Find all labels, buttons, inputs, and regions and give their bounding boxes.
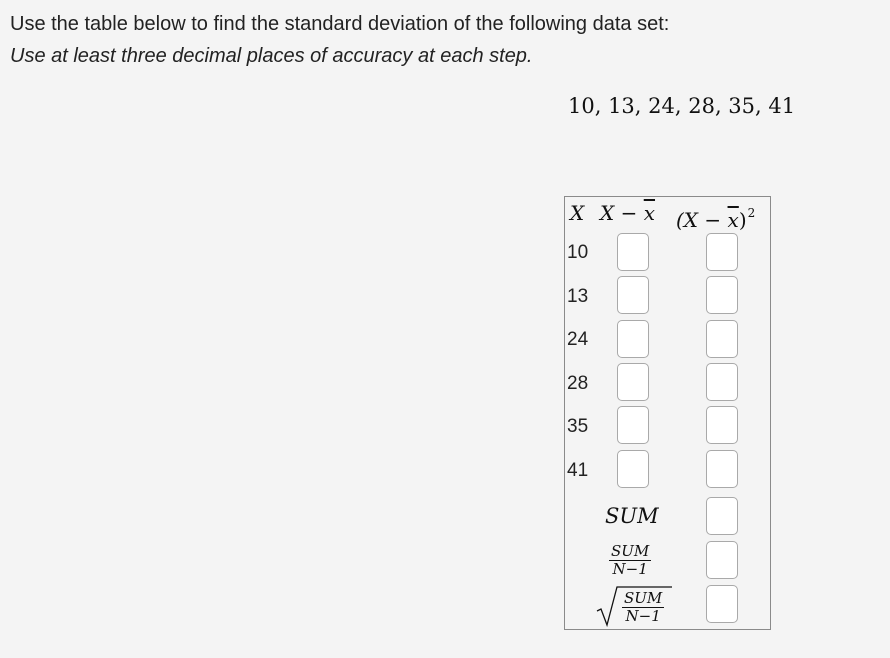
row-5-x: 35 (567, 416, 589, 437)
row-5-squared-input[interactable] (706, 406, 738, 444)
variance-numerator: SUM (611, 542, 650, 560)
sum-input[interactable] (706, 497, 738, 535)
row-1-deviation-input[interactable] (617, 233, 649, 271)
header-sq-open: (X (676, 208, 699, 232)
variance-fraction (609, 543, 651, 578)
header-deviation-minus: − (620, 201, 638, 225)
std-dev-denominator: N−1 (625, 607, 661, 625)
std-dev-table (564, 196, 771, 630)
row-6-deviation-input[interactable] (617, 450, 649, 488)
std-dev-input[interactable] (706, 585, 738, 623)
row-2-deviation-input[interactable] (617, 276, 649, 314)
header-sq-minus: − (704, 208, 722, 232)
variance-input[interactable] (706, 541, 738, 579)
header-deviation-mean: $\overline{x}$ (643, 201, 656, 225)
header-squared-deviation (676, 200, 755, 233)
row-2-x: 13 (567, 286, 589, 307)
row-5-deviation-input[interactable] (617, 406, 649, 444)
row-1-squared-input[interactable] (706, 233, 738, 271)
row-4-squared-input[interactable] (706, 363, 738, 401)
header-sq-mean: $\overline{x}$ (727, 208, 739, 232)
row-4-deviation-input[interactable] (617, 363, 649, 401)
row-3-squared-input[interactable] (706, 320, 738, 358)
variance-denominator: N−1 (612, 560, 648, 578)
header-sq-close: ) (738, 208, 747, 232)
row-2-squared-input[interactable] (706, 276, 738, 314)
row-4-x: 28 (567, 373, 589, 394)
row-1-x: 10 (567, 242, 589, 263)
row-3-x: 24 (567, 329, 589, 350)
row-3-deviation-input[interactable] (617, 320, 649, 358)
std-dev-fraction (622, 590, 664, 625)
header-deviation (600, 200, 655, 226)
instruction-line-1: Use the table below to find the standard deviation of the following data set: (10, 13, 670, 35)
row-6-squared-input[interactable] (706, 450, 738, 488)
data-set: 10, 13, 24, 28, 35, 41 (568, 94, 796, 118)
std-dev-numerator: SUM (624, 589, 663, 607)
header-sq-exponent: 2 (747, 206, 756, 220)
header-deviation-x: X (600, 201, 615, 225)
row-6-x: 41 (567, 460, 589, 481)
header-x: X (570, 201, 585, 225)
instruction-line-2: Use at least three decimal places of accuracy at each step. (10, 45, 533, 67)
sum-label: SUM (605, 504, 659, 528)
